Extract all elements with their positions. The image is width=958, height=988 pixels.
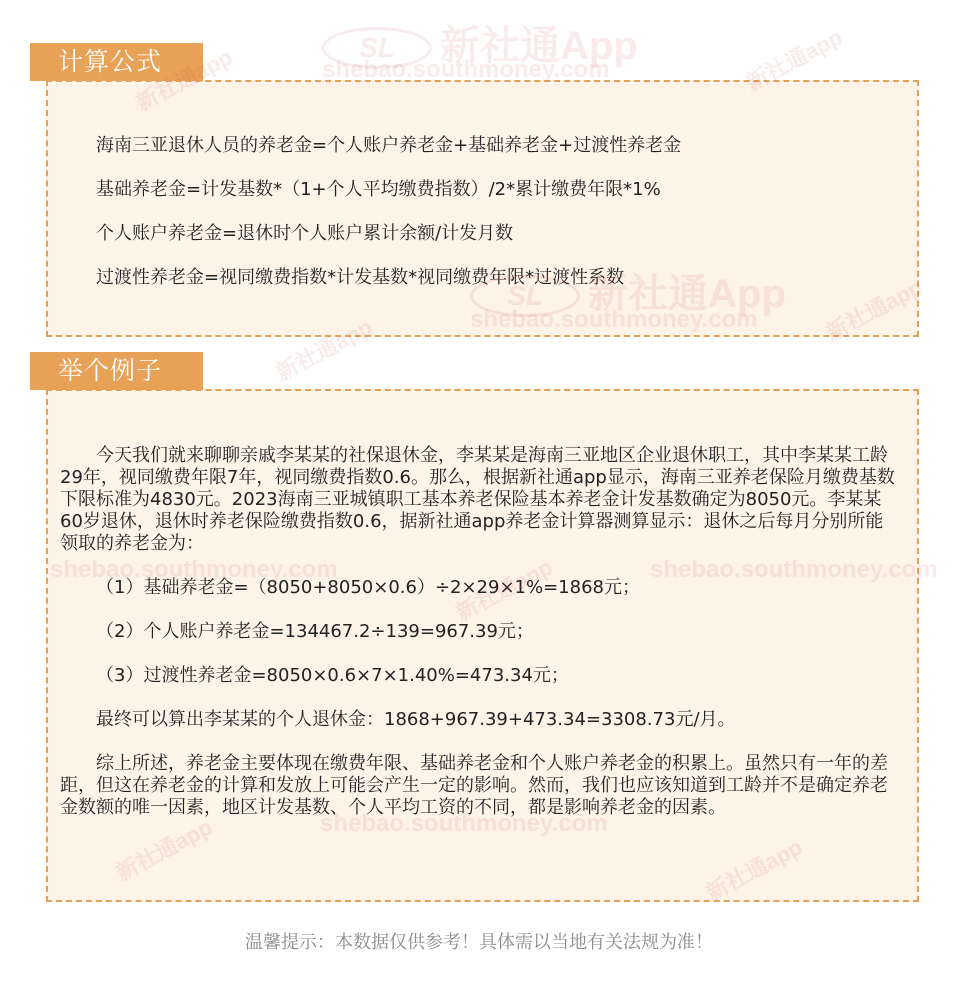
watermark-logo-icon: SL — [322, 27, 432, 69]
footer-disclaimer: 温馨提示：本数据仅供参考！具体需以当地有关法规为准！ — [245, 932, 713, 953]
formula-line-transitional: 过渡性养老金=视同缴费指数*计发基数*视同缴费年限*过渡性系数 — [96, 267, 625, 288]
example-step-basic: （1）基础养老金=（8050+8050×0.6）÷2×29×1%=1868元； — [96, 577, 640, 598]
watermark-brand: SL 新社通App — [322, 14, 638, 71]
watermark-url: shebao.southmoney.com — [322, 56, 610, 83]
formula-section-title: 计算公式 — [30, 43, 203, 81]
watermark-angled: 新社通app — [271, 314, 377, 386]
example-summary: 综上所述，养老金主要体现在缴费年限、基础养老金和个人账户养老金的积累上。虽然只有一年的差距，但这在养老金的计算和发放上可能会产生一定的影响。然而，我们也应该知道到工龄并不是确定养老金数额的唯一因素，地区计发基数、个人平均工资的不同，都是影响养老金的因素。 — [60, 753, 888, 818]
watermark-angled: 新社通app — [741, 24, 847, 96]
formula-line-total: 海南三亚退休人员的养老金=个人账户养老金+基础养老金+过渡性养老金 — [96, 135, 682, 156]
formula-content — [60, 135, 900, 311]
example-intro-paragraph: 今天我们就来聊聊亲戚李某某的社保退休金，李某某是海南三亚地区企业退休职工，其中李某某工龄29年，视同缴费年限7年，视同缴费指数0.6。那么，根据新社通app显示，海南三亚养老保险月缴费基数下限标准为4830元。2023海南三亚城镇职工基本养老保险基本养老金计发基数确定为8050元。李某某60岁退休，退休时养老保险缴费指数0.6，据新社通app养老金计算器测算显示：退休之后每月分别所能领取的养老金为： — [60, 445, 895, 554]
example-step-transitional: （3）过渡性养老金=8050×0.6×7×1.40%=473.34元； — [96, 665, 569, 686]
formula-line-personal: 个人账户养老金=退休时个人账户累计余额/计发月数 — [96, 223, 514, 244]
example-step-personal: （2）个人账户养老金=134467.2÷139=967.39元； — [96, 621, 534, 642]
formula-line-basic: 基础养老金=计发基数*（1+个人平均缴费指数）/2*累计缴费年限*1% — [96, 179, 661, 200]
example-content — [60, 445, 900, 841]
example-section-title: 举个例子 — [30, 352, 203, 390]
example-result: 最终可以算出李某某的个人退休金：1868+967.39+473.34=3308.73元/月。 — [96, 709, 736, 730]
